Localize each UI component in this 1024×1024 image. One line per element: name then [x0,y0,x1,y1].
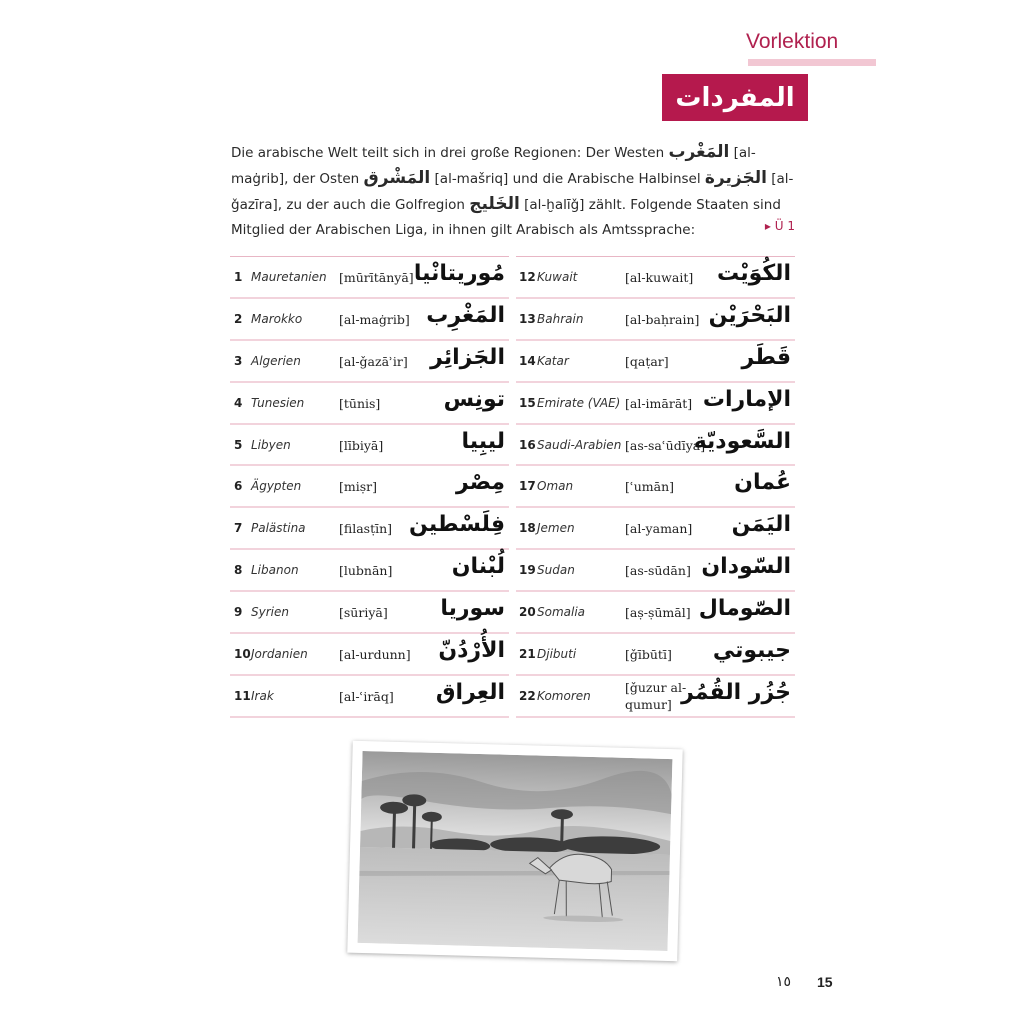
exercise-reference-link[interactable]: ▸ Ü 1 [764,219,795,233]
transliteration: [filasṭīn] [339,521,393,537]
country-arabic: ليبِيا [461,428,505,454]
transliteration: [miṣr] [339,479,377,495]
table-row [230,466,509,508]
transliteration: [al-ʿirāq] [339,688,394,704]
row-number: 17 [519,479,536,494]
table-row [230,634,509,676]
vocab-table-right [516,256,795,718]
row-number: 2 [234,311,243,326]
row-number: 6 [234,479,243,494]
row-number: 18 [519,521,536,536]
country-arabic: الكُوَيْت [717,261,791,286]
row-number: 22 [519,688,536,703]
country-german: Sudan [537,563,575,578]
country-arabic: الإمارات [702,386,791,412]
table-row [516,383,795,425]
transliteration: [al-ǧazāʾir] [339,353,408,369]
intro-text-5: [al-ḫalīǧ] zählt. Folgende Staaten sind Mitglied der Arabischen Liga, in ihnen gilt Arabisch als Amtssprache: [231,197,781,238]
country-german: Ägypten [251,479,302,494]
country-german: Algerien [251,353,301,368]
intro-paragraph [231,140,795,243]
transliteration: [al-baḥrain] [625,311,700,327]
row-number: 3 [234,353,243,368]
intro-text-2: [al-maġrib], der Osten [231,145,756,187]
transliteration: [as-sūdān] [625,563,691,579]
row-number: 13 [519,311,536,326]
country-arabic: جيبوتي [712,638,791,664]
transliteration: [mūrītānyā] [339,270,414,285]
country-german: Irak [251,688,274,703]
country-arabic: تونِس [443,386,505,412]
table-row [516,592,795,634]
country-arabic: السّودان [701,554,791,580]
country-german: Libanon [251,563,299,578]
row-number: 4 [234,395,243,410]
transliteration: [aṣ-ṣūmāl] [625,605,691,621]
table-row [230,299,509,341]
country-arabic: البَحْرَيْن [708,302,791,328]
country-arabic: مِصْر [456,470,505,496]
country-german: Katar [537,353,569,368]
table-row [230,425,509,467]
country-arabic: الجَزائِر [430,344,505,370]
row-number: 14 [519,353,536,368]
row-number: 9 [234,605,243,620]
page-number: 15 [817,974,833,990]
row-number: 8 [234,563,243,578]
transliteration: [lubnān] [339,563,393,579]
transliteration: [al-yaman] [625,521,693,537]
transliteration: [al-maġrib] [339,311,410,327]
table-row [230,676,509,718]
country-german: Jemen [537,521,575,536]
transliteration: [al-imārāt] [625,395,693,411]
transliteration: [as-saʿūdīya] [625,437,706,453]
intro-word-mashriq: المَشْرق [363,168,431,188]
country-arabic: الأُرْدُنّ [438,638,505,664]
country-arabic: الصّومال [698,596,791,622]
country-german: Kuwait [537,270,578,284]
vocab-table-left [230,256,509,718]
intro-text-4: [al-ǧazīra], zu der auch die Golfregion [231,171,794,213]
row-number: 5 [234,437,243,452]
table-row [230,550,509,592]
intro-text-3: [al-mašriq] und die Arabische Halbinsel [430,171,705,187]
page-title: المفردات [662,74,808,121]
table-row [516,466,795,508]
section-label-underline [748,59,876,66]
transliteration: [lībiyā] [339,437,384,453]
transliteration: [al-kuwait] [625,270,694,285]
country-german: Emirate (VAE) [537,395,621,410]
country-german: Oman [537,479,574,494]
table-row [230,592,509,634]
table-row [516,508,795,550]
country-german: Saudi-Arabien [537,437,622,452]
page-number-arabic: ١٥ [776,974,792,990]
transliteration: [ʿumān] [625,479,674,495]
country-german: Djibuti [537,647,577,662]
table-row [516,425,795,467]
table-row [516,634,795,676]
country-arabic: فِلَسْطين [409,512,505,538]
country-arabic: عُمان [734,470,791,496]
row-number: 12 [519,270,536,284]
table-row [516,550,795,592]
intro-word-khalij: الخَليج [469,194,520,214]
country-german: Marokko [251,311,303,326]
country-arabic: المَغْرِب [426,302,505,328]
table-row [516,257,795,299]
country-german: Bahrain [537,311,584,326]
country-arabic: لُبْنان [451,554,505,580]
transliteration: [ǧībūtī] [625,647,672,663]
table-row [230,341,509,383]
row-number: 11 [234,688,251,703]
country-german: Jordanien [251,647,308,662]
country-german: Syrien [251,605,289,620]
camel-desert-photo [347,741,682,962]
table-row [230,257,509,299]
photo-image [358,751,673,951]
country-arabic: اليَمَن [731,512,791,538]
row-number: 21 [519,647,536,662]
country-arabic: السَّعوديّة [693,428,791,454]
country-german: Libyen [251,437,291,452]
transliteration: [tūnis] [339,395,381,411]
transliteration: [qaṭar] [625,353,669,369]
country-arabic: جُزُر القُمُر [681,679,791,705]
country-arabic: سوريا [440,596,505,622]
table-row [516,676,795,718]
row-number: 1 [234,270,243,284]
table-row [230,508,509,550]
country-german: Komoren [537,688,591,703]
intro-word-maghrib: المَغْرب [668,142,730,162]
table-row [516,299,795,341]
row-number: 20 [519,605,536,620]
row-number: 19 [519,563,536,578]
intro-text-1: Die arabische Welt teilt sich in drei große Regionen: Der Westen [231,145,669,161]
country-german: Somalia [537,605,586,620]
row-number: 10 [234,647,251,662]
country-arabic: قَطَر [741,344,791,370]
country-arabic: مُوريتانْيا [413,261,505,286]
row-number: 15 [519,395,536,410]
table-row [516,341,795,383]
transliteration: [sūriyā] [339,605,388,621]
country-german: Mauretanien [251,270,327,284]
table-row [230,383,509,425]
transliteration: [al-urdunn] [339,647,411,663]
country-german: Tunesien [251,395,305,410]
country-german: Palästina [251,521,306,536]
intro-word-jazira: الجَزيرة [704,168,767,188]
section-label: Vorlektion [746,30,839,53]
transliteration: [ǧuzur al-qumur] [625,679,687,712]
country-arabic: العِراق [435,679,505,705]
row-number: 16 [519,437,536,452]
row-number: 7 [234,521,243,536]
